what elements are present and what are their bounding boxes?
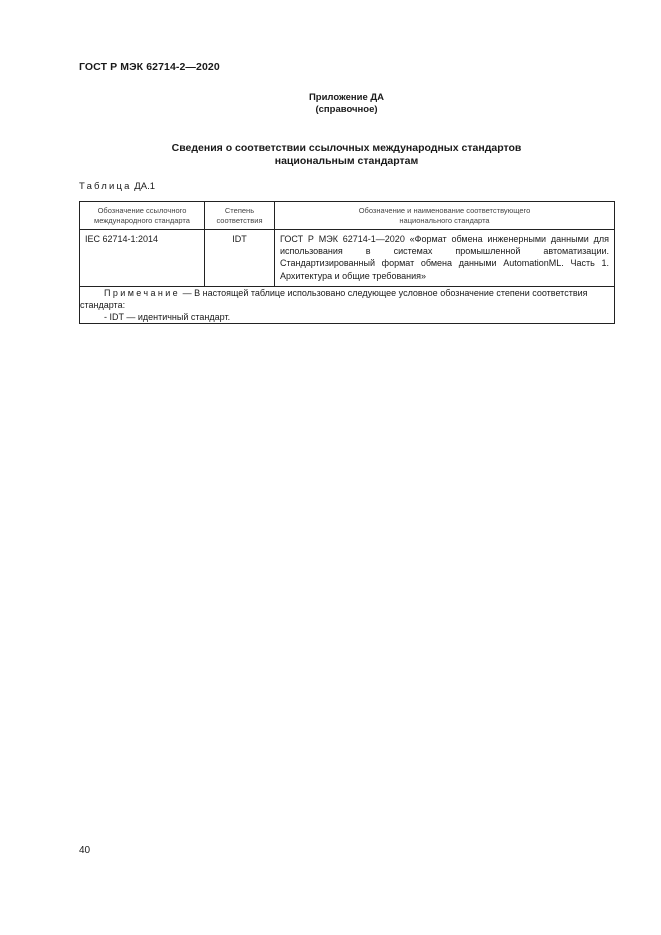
section-title-line2: национальным стандартам (274, 155, 419, 167)
column-header-intl-standard (80, 202, 205, 230)
column-header-text: Обозначение и наименование соответствующего (358, 205, 531, 215)
annex-title: Приложение ДА (308, 92, 385, 103)
table-header-row (80, 202, 615, 230)
cell-intl-standard: IEC 62714-1:2014 (80, 230, 205, 287)
table-row (80, 230, 615, 287)
column-header-text: соответствия (216, 215, 263, 225)
section-title-line1: Сведения о соответствии ссылочных международных стандартов (171, 142, 522, 154)
table-caption-word: Таблица (79, 181, 132, 192)
cell-national-standard: ГОСТ Р МЭК 62714-1—2020 «Формат обмена инженерными данными для использования в системах промышленной автоматизации. Стандартизированный формат обмена данными AutomationML. Часть 1. Архитектура и общие требования» (275, 230, 615, 287)
column-header-text: национального стандарта (399, 215, 490, 225)
cell-degree: IDT (205, 230, 275, 287)
note-item: - IDT — идентичный стандарт. (104, 312, 231, 323)
annex-subtitle: (справочное) (315, 104, 378, 115)
table-caption (79, 181, 155, 192)
column-header-national-standard (275, 202, 615, 230)
note-dash: — (182, 287, 192, 298)
table-caption-number: ДА.1 (134, 181, 155, 192)
column-header-text: Степень (224, 205, 255, 215)
column-header-text: международного стандарта (94, 215, 190, 225)
note-text: В настоящей таблице использовано следующее условное обозначение степени соответствия стандарта: (80, 287, 588, 311)
note-paragraph (80, 287, 614, 311)
table-note (80, 286, 615, 324)
section-title (0, 142, 661, 168)
table-note-row (80, 286, 615, 324)
page-number: 40 (79, 845, 91, 856)
document-header: ГОСТ Р МЭК 62714-2—2020 (79, 61, 220, 73)
column-header-degree (205, 202, 275, 230)
note-label: Примечание (104, 287, 181, 298)
standards-table (79, 201, 615, 324)
annex-heading (0, 92, 661, 116)
column-header-text: Обозначение ссылочного (97, 205, 187, 215)
